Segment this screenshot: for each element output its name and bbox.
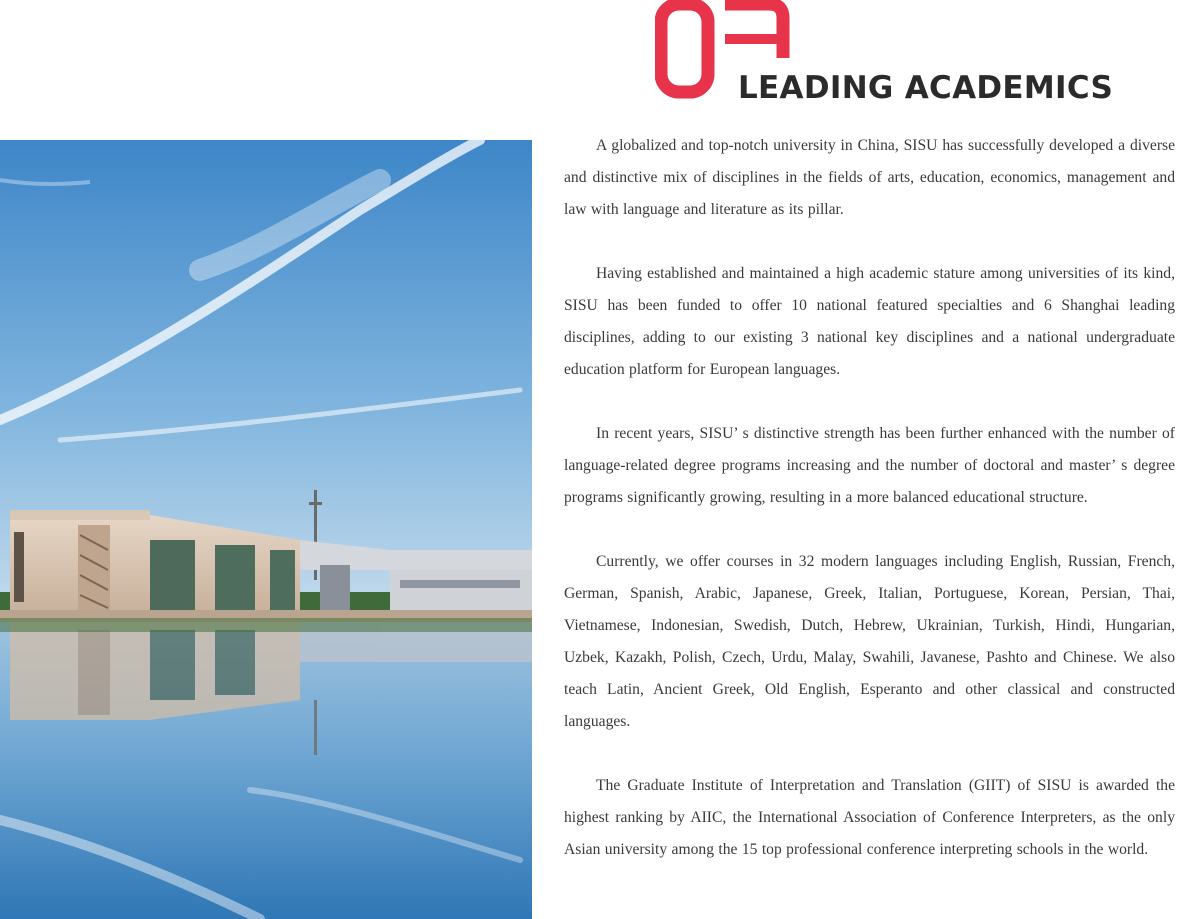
paragraph-languages-offered: Currently, we offer courses in 32 modern languages including English, Russian, French, German, Spanish, Arabic, Japanese, Greek, Italian, Portuguese, Korean, Persian, Thai, Vietnamese, Indonesian, Swedish, Dutch, Hebrew, Ukrainian, Turkish, Hindi, Hungarian, Uzbek, Kazakh, Polish, Czech, Urdu, Malay, Swahili, Javanese, Pashto and Chinese. We also teach Latin, Ancient Greek, Old English, Esperanto and other classical and constructed languages. xyxy=(564,553,1175,730)
campus-photo xyxy=(0,140,532,919)
paragraph-globalized-university: A globalized and top-notch university in China, SISU has successfully developed a diverse and distinctive mix of disciplines in the fields of arts, education, economics, management and law with language and literature as its pillar. xyxy=(564,137,1175,218)
article-body xyxy=(564,130,1175,898)
paragraph-recent-years: In recent years, SISU’ s distinctive strength has been further enhanced with the number of language-related degree programs increasing and the number of doctoral and master’ s degree programs significantly growing, resulting in a more balanced educational structure. xyxy=(564,425,1175,506)
section-title: LEADING ACADEMICS xyxy=(738,70,1114,106)
paragraph-giit-ranking: The Graduate Institute of Interpretation and Translation (GIIT) of SISU is awarded the highest ranking by AIIC, the International Association of Conference Interpreters, as the only Asian university among the 15 top professional conference interpreting schools in the world. xyxy=(564,777,1175,858)
paragraph-academic-stature: Having established and maintained a high academic stature among universities of its kind, SISU has been funded to offer 10 national featured specialties and 6 Shanghai leading disciplines, adding to our existing 3 national key disciplines and a national undergraduate education platform for European languages. xyxy=(564,265,1175,378)
